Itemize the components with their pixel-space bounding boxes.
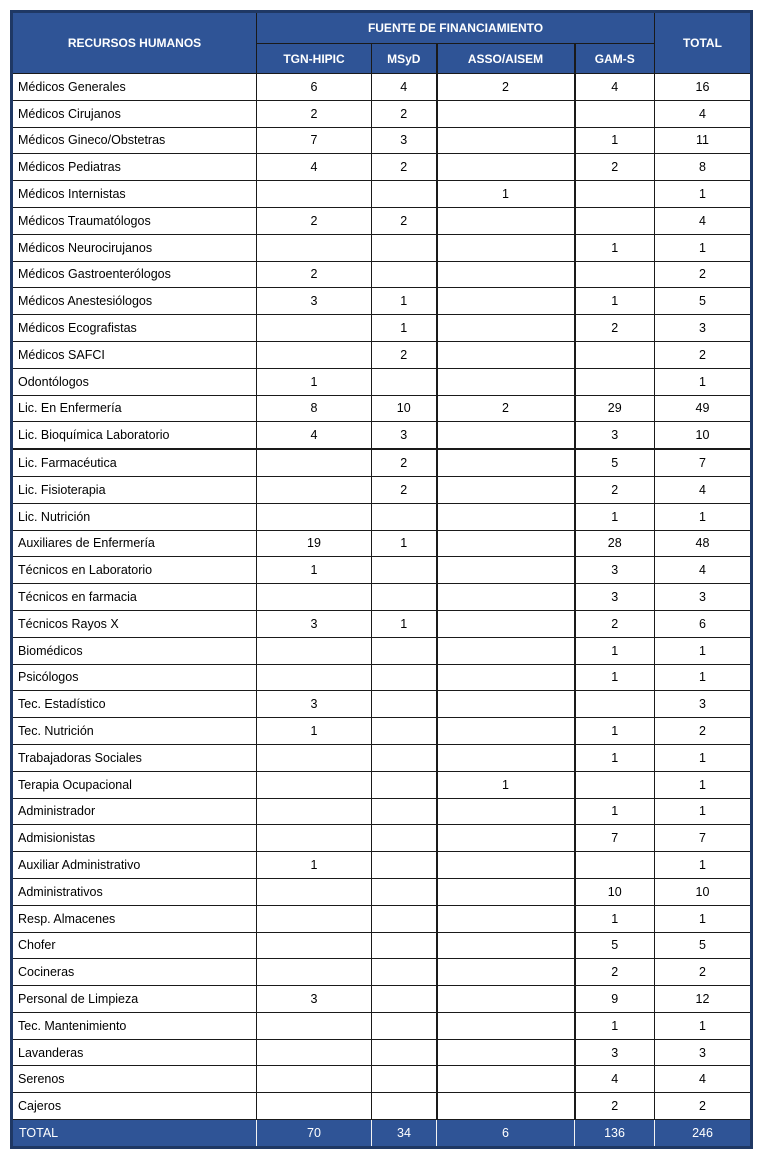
- row-label: Técnicos en Laboratorio: [12, 557, 257, 584]
- cell-asso-aisem: [437, 718, 575, 745]
- cell-tgn-hipic: [257, 503, 372, 530]
- cell-asso-aisem: [437, 905, 575, 932]
- table-row: [12, 664, 752, 691]
- table-row: [12, 181, 752, 208]
- table-row: [12, 771, 752, 798]
- cell-msyd: [372, 234, 437, 261]
- cell-asso-aisem: [437, 1066, 575, 1093]
- row-label: Lic. Fisioterapia: [12, 476, 257, 503]
- cell-asso-aisem: [437, 261, 575, 288]
- cell-msyd: 1: [372, 288, 437, 315]
- cell-tgn-hipic: 19: [257, 530, 372, 557]
- row-label: Serenos: [12, 1066, 257, 1093]
- row-label: Auxiliar Administrativo: [12, 852, 257, 879]
- cell-gams: 2: [575, 1093, 655, 1120]
- cell-gams: 1: [575, 718, 655, 745]
- cell-msyd: 1: [372, 530, 437, 557]
- cell-msyd: 2: [372, 341, 437, 368]
- row-label: Lic. En Enfermería: [12, 395, 257, 422]
- cell-asso-aisem: [437, 852, 575, 879]
- cell-total: 5: [655, 932, 752, 959]
- row-label: Trabajadoras Sociales: [12, 744, 257, 771]
- table-row: [12, 878, 752, 905]
- cell-msyd: 2: [372, 207, 437, 234]
- cell-asso-aisem: [437, 127, 575, 154]
- row-label: Técnicos Rayos X: [12, 610, 257, 637]
- row-label: Administrador: [12, 798, 257, 825]
- cell-tgn-hipic: [257, 905, 372, 932]
- cell-msyd: 2: [372, 154, 437, 181]
- cell-msyd: 10: [372, 395, 437, 422]
- cell-gams: [575, 341, 655, 368]
- cell-gams: 28: [575, 530, 655, 557]
- cell-asso-aisem: [437, 744, 575, 771]
- tgn-hipic-header: TGN-HIPIC: [257, 44, 372, 74]
- cell-total: 4: [655, 476, 752, 503]
- cell-asso-aisem: [437, 691, 575, 718]
- cell-msyd: 2: [372, 476, 437, 503]
- cell-total: 8: [655, 154, 752, 181]
- cell-gams: [575, 261, 655, 288]
- cell-total: 11: [655, 127, 752, 154]
- row-label: Biomédicos: [12, 637, 257, 664]
- cell-gams: [575, 100, 655, 127]
- table-row: [12, 1066, 752, 1093]
- cell-total: 49: [655, 395, 752, 422]
- total-cell-msyd: 34: [372, 1120, 437, 1148]
- row-label: Lavanderas: [12, 1039, 257, 1066]
- cell-asso-aisem: [437, 637, 575, 664]
- row-label: Médicos Internistas: [12, 181, 257, 208]
- cell-total: 1: [655, 744, 752, 771]
- cell-msyd: [372, 1039, 437, 1066]
- cell-total: 3: [655, 584, 752, 611]
- row-label: Tec. Estadístico: [12, 691, 257, 718]
- table-row: [12, 691, 752, 718]
- row-label: Odontólogos: [12, 368, 257, 395]
- cell-tgn-hipic: [257, 664, 372, 691]
- cell-tgn-hipic: [257, 878, 372, 905]
- row-label: Médicos Gastroenterólogos: [12, 261, 257, 288]
- gam-s-header: GAM-S: [575, 44, 655, 74]
- row-label: Médicos Generales: [12, 74, 257, 101]
- total-column-header: TOTAL: [655, 12, 752, 74]
- cell-asso-aisem: [437, 959, 575, 986]
- cell-gams: 2: [575, 154, 655, 181]
- cell-asso-aisem: 1: [437, 771, 575, 798]
- cell-total: 2: [655, 718, 752, 745]
- cell-asso-aisem: [437, 315, 575, 342]
- cell-asso-aisem: [437, 530, 575, 557]
- cell-asso-aisem: [437, 341, 575, 368]
- cell-tgn-hipic: 3: [257, 610, 372, 637]
- total-row-label: TOTAL: [12, 1120, 257, 1148]
- row-label: Administrativos: [12, 878, 257, 905]
- row-label: Chofer: [12, 932, 257, 959]
- cell-total: 1: [655, 1012, 752, 1039]
- cell-asso-aisem: [437, 207, 575, 234]
- row-label: Médicos Ecografistas: [12, 315, 257, 342]
- cell-tgn-hipic: [257, 234, 372, 261]
- cell-tgn-hipic: 2: [257, 207, 372, 234]
- cell-total: 1: [655, 181, 752, 208]
- cell-msyd: 3: [372, 127, 437, 154]
- table-row: [12, 959, 752, 986]
- row-label: Tec. Nutrición: [12, 718, 257, 745]
- cell-tgn-hipic: [257, 315, 372, 342]
- table-row: [12, 557, 752, 584]
- cell-tgn-hipic: [257, 1012, 372, 1039]
- row-label: Cocineras: [12, 959, 257, 986]
- cell-msyd: [372, 959, 437, 986]
- cell-asso-aisem: [437, 932, 575, 959]
- cell-total: 12: [655, 986, 752, 1013]
- cell-total: 4: [655, 100, 752, 127]
- cell-asso-aisem: [437, 584, 575, 611]
- cell-tgn-hipic: [257, 744, 372, 771]
- cell-gams: 2: [575, 959, 655, 986]
- cell-asso-aisem: [437, 825, 575, 852]
- cell-tgn-hipic: 2: [257, 100, 372, 127]
- cell-total: 2: [655, 1093, 752, 1120]
- row-label: Técnicos en farmacia: [12, 584, 257, 611]
- cell-tgn-hipic: [257, 637, 372, 664]
- cell-asso-aisem: [437, 557, 575, 584]
- table-footer: [12, 1120, 752, 1148]
- cell-gams: [575, 771, 655, 798]
- cell-total: 1: [655, 905, 752, 932]
- table-row: [12, 503, 752, 530]
- cell-asso-aisem: [437, 154, 575, 181]
- row-label: Tec. Mantenimiento: [12, 1012, 257, 1039]
- cell-msyd: [372, 798, 437, 825]
- row-label: Psicólogos: [12, 664, 257, 691]
- cell-asso-aisem: [437, 1012, 575, 1039]
- cell-gams: 5: [575, 449, 655, 476]
- cell-gams: 3: [575, 557, 655, 584]
- row-label: Médicos Anestesiólogos: [12, 288, 257, 315]
- cell-total: 5: [655, 288, 752, 315]
- cell-msyd: [372, 261, 437, 288]
- table-row: [12, 261, 752, 288]
- table-row: [12, 986, 752, 1013]
- cell-total: 1: [655, 637, 752, 664]
- cell-total: 10: [655, 422, 752, 449]
- cell-gams: 1: [575, 798, 655, 825]
- row-label: Resp. Almacenes: [12, 905, 257, 932]
- cell-gams: 1: [575, 1012, 655, 1039]
- cell-asso-aisem: [437, 503, 575, 530]
- table-row: [12, 207, 752, 234]
- row-label: Lic. Nutrición: [12, 503, 257, 530]
- total-row: [12, 1120, 752, 1148]
- cell-asso-aisem: 2: [437, 74, 575, 101]
- cell-gams: 4: [575, 74, 655, 101]
- table-row: [12, 100, 752, 127]
- cell-gams: 3: [575, 584, 655, 611]
- row-label: Médicos Traumatólogos: [12, 207, 257, 234]
- table-row: [12, 530, 752, 557]
- table-row: [12, 395, 752, 422]
- cell-gams: [575, 207, 655, 234]
- cell-msyd: 2: [372, 100, 437, 127]
- cell-tgn-hipic: [257, 932, 372, 959]
- cell-total: 2: [655, 341, 752, 368]
- cell-msyd: [372, 1012, 437, 1039]
- cell-tgn-hipic: [257, 584, 372, 611]
- cell-total: 10: [655, 878, 752, 905]
- cell-asso-aisem: [437, 1039, 575, 1066]
- row-label: Médicos Pediatras: [12, 154, 257, 181]
- cell-total: 1: [655, 503, 752, 530]
- table-row: [12, 584, 752, 611]
- cell-msyd: [372, 637, 437, 664]
- cell-tgn-hipic: 3: [257, 691, 372, 718]
- cell-msyd: [372, 1093, 437, 1120]
- cell-tgn-hipic: 4: [257, 154, 372, 181]
- table-header: [12, 12, 752, 74]
- cell-gams: 1: [575, 503, 655, 530]
- total-cell-tgn-hipic: 70: [257, 1120, 372, 1148]
- cell-total: 1: [655, 852, 752, 879]
- cell-asso-aisem: 1: [437, 181, 575, 208]
- cell-asso-aisem: [437, 878, 575, 905]
- cell-gams: 1: [575, 905, 655, 932]
- cell-asso-aisem: [437, 476, 575, 503]
- cell-total: 3: [655, 691, 752, 718]
- row-label: Auxiliares de Enfermería: [12, 530, 257, 557]
- cell-msyd: [372, 691, 437, 718]
- table-row: [12, 932, 752, 959]
- cell-tgn-hipic: [257, 798, 372, 825]
- recursos-humanos-header: RECURSOS HUMANOS: [12, 12, 257, 74]
- row-label: Médicos SAFCI: [12, 341, 257, 368]
- cell-gams: [575, 368, 655, 395]
- table-row: [12, 1039, 752, 1066]
- row-label: Lic. Farmacéutica: [12, 449, 257, 476]
- cell-asso-aisem: [437, 288, 575, 315]
- cell-gams: 1: [575, 637, 655, 664]
- table-row: [12, 449, 752, 476]
- table-row: [12, 288, 752, 315]
- table-row: [12, 1012, 752, 1039]
- cell-asso-aisem: 2: [437, 395, 575, 422]
- cell-msyd: [372, 368, 437, 395]
- table-row: [12, 798, 752, 825]
- row-label: Lic. Bioquímica Laboratorio: [12, 422, 257, 449]
- cell-total: 2: [655, 959, 752, 986]
- cell-asso-aisem: [437, 234, 575, 261]
- total-cell-asso-aisem: 6: [437, 1120, 575, 1148]
- cell-total: 1: [655, 234, 752, 261]
- cell-tgn-hipic: 3: [257, 288, 372, 315]
- cell-tgn-hipic: [257, 959, 372, 986]
- cell-msyd: 1: [372, 315, 437, 342]
- cell-gams: 9: [575, 986, 655, 1013]
- cell-asso-aisem: [437, 610, 575, 637]
- cell-gams: 10: [575, 878, 655, 905]
- cell-total: 3: [655, 315, 752, 342]
- cell-gams: 1: [575, 127, 655, 154]
- table-row: [12, 637, 752, 664]
- cell-total: 7: [655, 449, 752, 476]
- cell-asso-aisem: [437, 449, 575, 476]
- cell-total: 3: [655, 1039, 752, 1066]
- table-row: [12, 341, 752, 368]
- cell-msyd: [372, 878, 437, 905]
- cell-msyd: [372, 718, 437, 745]
- cell-gams: 5: [575, 932, 655, 959]
- total-cell-gam-s: 136: [575, 1120, 655, 1148]
- table-row: [12, 852, 752, 879]
- msyd-header: MSyD: [372, 44, 437, 74]
- row-label: Personal de Limpieza: [12, 986, 257, 1013]
- table-row: [12, 315, 752, 342]
- row-label: Médicos Cirujanos: [12, 100, 257, 127]
- table-row: [12, 154, 752, 181]
- cell-msyd: 3: [372, 422, 437, 449]
- cell-gams: 1: [575, 744, 655, 771]
- cell-gams: 1: [575, 288, 655, 315]
- cell-tgn-hipic: [257, 1093, 372, 1120]
- cell-gams: 3: [575, 1039, 655, 1066]
- cell-msyd: [372, 852, 437, 879]
- cell-total: 1: [655, 771, 752, 798]
- cell-gams: 2: [575, 476, 655, 503]
- cell-msyd: [372, 986, 437, 1013]
- cell-msyd: [372, 503, 437, 530]
- row-label: Terapia Ocupacional: [12, 771, 257, 798]
- cell-tgn-hipic: 1: [257, 718, 372, 745]
- cell-msyd: [372, 1066, 437, 1093]
- table-row: [12, 744, 752, 771]
- cell-gams: 7: [575, 825, 655, 852]
- cell-msyd: [372, 825, 437, 852]
- table-row: [12, 825, 752, 852]
- cell-tgn-hipic: 6: [257, 74, 372, 101]
- row-label: Médicos Neurocirujanos: [12, 234, 257, 261]
- cell-tgn-hipic: [257, 341, 372, 368]
- cell-gams: 2: [575, 315, 655, 342]
- cell-tgn-hipic: [257, 449, 372, 476]
- table-row: [12, 422, 752, 449]
- table-row: [12, 1093, 752, 1120]
- cell-tgn-hipic: [257, 181, 372, 208]
- row-label: Médicos Gineco/Obstetras: [12, 127, 257, 154]
- cell-msyd: 1: [372, 610, 437, 637]
- cell-total: 1: [655, 664, 752, 691]
- cell-msyd: [372, 664, 437, 691]
- cell-total: 4: [655, 557, 752, 584]
- cell-gams: 3: [575, 422, 655, 449]
- table-row: [12, 476, 752, 503]
- cell-gams: [575, 852, 655, 879]
- cell-tgn-hipic: 7: [257, 127, 372, 154]
- cell-total: 48: [655, 530, 752, 557]
- cell-msyd: [372, 744, 437, 771]
- header-row-main: [12, 12, 752, 44]
- cell-gams: [575, 181, 655, 208]
- cell-gams: 1: [575, 234, 655, 261]
- cell-msyd: [372, 181, 437, 208]
- cell-gams: 1: [575, 664, 655, 691]
- cell-gams: 29: [575, 395, 655, 422]
- cell-asso-aisem: [437, 100, 575, 127]
- cell-msyd: [372, 584, 437, 611]
- cell-msyd: [372, 905, 437, 932]
- cell-tgn-hipic: 2: [257, 261, 372, 288]
- cell-total: 1: [655, 798, 752, 825]
- table-row: [12, 127, 752, 154]
- table-row: [12, 718, 752, 745]
- cell-gams: [575, 691, 655, 718]
- cell-tgn-hipic: 4: [257, 422, 372, 449]
- cell-tgn-hipic: 8: [257, 395, 372, 422]
- table-row: [12, 234, 752, 261]
- table-body: [12, 74, 752, 1120]
- cell-asso-aisem: [437, 368, 575, 395]
- cell-gams: 4: [575, 1066, 655, 1093]
- cell-asso-aisem: [437, 422, 575, 449]
- total-cell-grand-total: 246: [655, 1120, 752, 1148]
- cell-gams: 2: [575, 610, 655, 637]
- cell-tgn-hipic: 1: [257, 557, 372, 584]
- cell-msyd: 4: [372, 74, 437, 101]
- cell-tgn-hipic: [257, 771, 372, 798]
- table-row: [12, 74, 752, 101]
- financing-group-header: FUENTE DE FINANCIAMIENTO: [257, 12, 655, 44]
- cell-total: 1: [655, 368, 752, 395]
- cell-tgn-hipic: [257, 1039, 372, 1066]
- cell-total: 4: [655, 1066, 752, 1093]
- cell-total: 16: [655, 74, 752, 101]
- cell-tgn-hipic: 1: [257, 368, 372, 395]
- cell-total: 6: [655, 610, 752, 637]
- cell-tgn-hipic: [257, 825, 372, 852]
- table-row: [12, 905, 752, 932]
- cell-tgn-hipic: 3: [257, 986, 372, 1013]
- cell-total: 4: [655, 207, 752, 234]
- cell-asso-aisem: [437, 1093, 575, 1120]
- cell-msyd: [372, 557, 437, 584]
- table-row: [12, 368, 752, 395]
- cell-tgn-hipic: [257, 1066, 372, 1093]
- cell-msyd: [372, 771, 437, 798]
- cell-tgn-hipic: [257, 476, 372, 503]
- table-row: [12, 610, 752, 637]
- cell-total: 7: [655, 825, 752, 852]
- cell-msyd: 2: [372, 449, 437, 476]
- asso-aisem-header: ASSO/AISEM: [437, 44, 575, 74]
- cell-tgn-hipic: 1: [257, 852, 372, 879]
- cell-asso-aisem: [437, 986, 575, 1013]
- cell-asso-aisem: [437, 664, 575, 691]
- row-label: Cajeros: [12, 1093, 257, 1120]
- cell-asso-aisem: [437, 798, 575, 825]
- cell-total: 2: [655, 261, 752, 288]
- hr-financing-table: [10, 10, 753, 1149]
- row-label: Admisionistas: [12, 825, 257, 852]
- cell-msyd: [372, 932, 437, 959]
